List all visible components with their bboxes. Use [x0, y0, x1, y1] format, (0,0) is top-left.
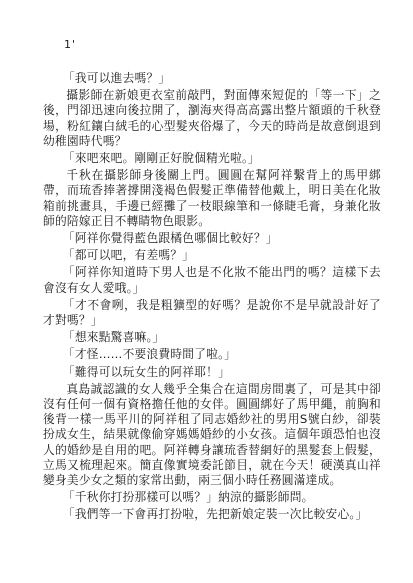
dialog-line: 「我們等一下會再打扮啦，先把新娘定裝一次比較安心。」 [62, 507, 368, 522]
dialog-line: 「阿祥你覺得藍色跟橘色哪個比較好？」 [62, 231, 278, 246]
dialog-line: 「才不會咧，我是粗獷型的好嗎？是說你不是早就設計好了才對嗎？」 [43, 297, 381, 328]
dialog-line: 「難得可以玩女生的阿祥耶！」 [62, 364, 231, 379]
dialog-line: 「我可以進去嗎？」 [62, 71, 171, 85]
manuscript-text [43, 71, 381, 525]
dialog-line: 「想來點驚喜嘛。」 [62, 330, 165, 345]
dialog-line: 「來吧來吧。剛剛正好脫個精光啦。」 [62, 151, 260, 166]
dialog-line: 「才怪……不要浪費時間了啦。」 [62, 347, 237, 362]
prose-paragraph: 攝影師在新娘更衣室前敲門，對面傳來短促的「等一下」之後，門卻迅速向後拉開了，瀏海夾得高高露出整片額頭的千秋登場，粉紅鑲白絨毛的心型髮夾俗爆了，今天的時尚是故意倒退到幼稚園時代嗎？ [43, 88, 381, 148]
page-number: 1' [64, 38, 77, 51]
dialog-line: 「都可以吧，有差嗎？」 [62, 248, 195, 263]
prose-paragraph: 真島誠認識的女人幾乎全集合在這間房間裏了，可是其中卻沒有任何一個有資格擔任他的女伴。圓圓綁好了馬甲繩，前胸和後背一樣一馬平川的阿祥租了同志婚紗社的男用S號白紗，卻裝扮成女生，結果就像偷穿媽媽婚紗的小女孩。這個年頭恐怕也沒人的婚紗是自用的吧。阿祥轉身讓琉香替網好的黑髮套上假髮，立馬又梳理起來。簡直像實境委託節目，就在今天！硬漢真山祥變身美少女之類的家常出動，兩三個小時任務圓滿達成。 [43, 381, 381, 488]
dialog-line: 「千秋你打扮那樣可以嗎？」納涼的攝影師問。 [62, 490, 314, 505]
prose-paragraph: 千秋在攝影師身後關上門。圓圓在幫阿祥繫背上的馬甲綁帶，而琉香捧著撐開淺褐色假髮正準備替他戴上，明日美在化妝箱前挑畫具，手邊已經攤了一枝眼線筆和一條睫毛膏，身兼化妝師的陪嫁正目不轉睛物色眼影。 [43, 168, 381, 228]
dialog-line: 「阿祥你知道時下男人也是不化妝不能出門的嗎？這樣下去會沒有女人愛哦。」 [43, 265, 381, 295]
